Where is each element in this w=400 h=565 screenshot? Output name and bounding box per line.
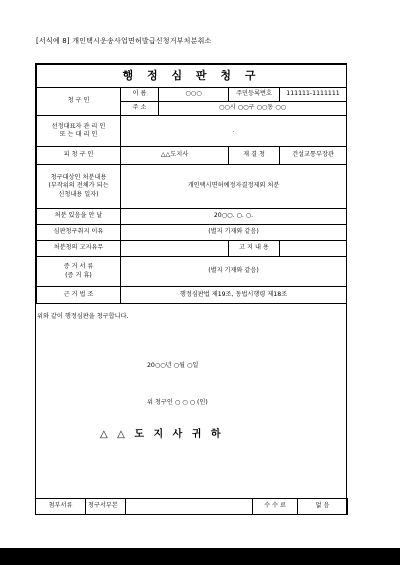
form-title: 행 정 심 판 청 구 <box>37 65 347 88</box>
address-value: ○○시 ○○구 ○○동 ○○ <box>159 102 347 116</box>
disposition-value: 개인택시면허예정자결정제외 처분 <box>121 165 347 209</box>
petition-body <box>36 304 346 467</box>
id-number-value: 111111-1111111 <box>280 88 347 102</box>
respondent-value: △△도지사 <box>121 147 229 165</box>
name-value: ○○○ <box>159 88 229 102</box>
known-date-label: 처분 있음을 안 날 <box>37 209 121 225</box>
fee-label: 수 수 료 <box>253 499 298 515</box>
legal-basis-value: 행정심판법 제19조, 동법시행령 제18조 <box>121 287 347 304</box>
reason-label: 심판청구취지 이유 <box>37 225 121 241</box>
date-line: 20○○년 ○월 ○일 <box>147 362 199 369</box>
bottom-bar <box>0 548 400 565</box>
known-date-value: 20○○. ○. ○. <box>121 209 347 225</box>
footer-table <box>35 498 348 515</box>
notice-value <box>121 241 229 257</box>
signature-line: 위 청구인 ○ ○ ○ (인) <box>147 399 208 406</box>
petition-table <box>36 64 347 304</box>
form-type-header: [서식예 8] 개인택시운송사업면허발급신청거부처분취소 <box>36 37 212 45</box>
footer-blank <box>126 499 253 515</box>
name-label: 이 름 <box>121 88 159 102</box>
representative-label: 선정대표자 관 리 인 또 는 대 리 인 <box>37 116 121 147</box>
representative-value: . <box>121 116 347 147</box>
id-number-label: 주민등록번호 <box>229 88 280 102</box>
reason-value: (별지 기재와 같음) <box>121 225 347 241</box>
petition-form <box>35 63 347 515</box>
evidence-value: (별지 기재와 같음) <box>121 257 347 287</box>
evidence-label: 증 거 서 류 (증 거 휴) <box>37 257 121 287</box>
statement-text: 위와 같이 행정심판을 청구합니다. <box>37 313 129 320</box>
attachments-label: 첨부서류 <box>36 499 86 515</box>
respondent-label: 피 청 구 인 <box>37 147 121 165</box>
notice-content-label: 고 지 내 용 <box>229 241 280 257</box>
fee-value: 없 음 <box>298 499 348 515</box>
notice-label: 처분청의 고지유무 <box>37 241 121 257</box>
ruling-agency-value: 건설교통부장관 <box>280 147 347 165</box>
addressee: △ △ 도 지 사 귀 하 <box>100 429 224 440</box>
ruling-agency-label: 재 결 청 <box>229 147 280 165</box>
claimant-label: 청 구 인 <box>37 88 121 116</box>
address-label: 주 소 <box>121 102 159 116</box>
notice-content-value <box>280 241 347 257</box>
disposition-label: 청구대상인 처분내용 (부작위의 전체가 되는 신청내용 일자) <box>37 165 121 209</box>
attachments-value: 청구서부본 <box>86 499 126 515</box>
legal-basis-label: 근 거 법 조 <box>37 287 121 304</box>
